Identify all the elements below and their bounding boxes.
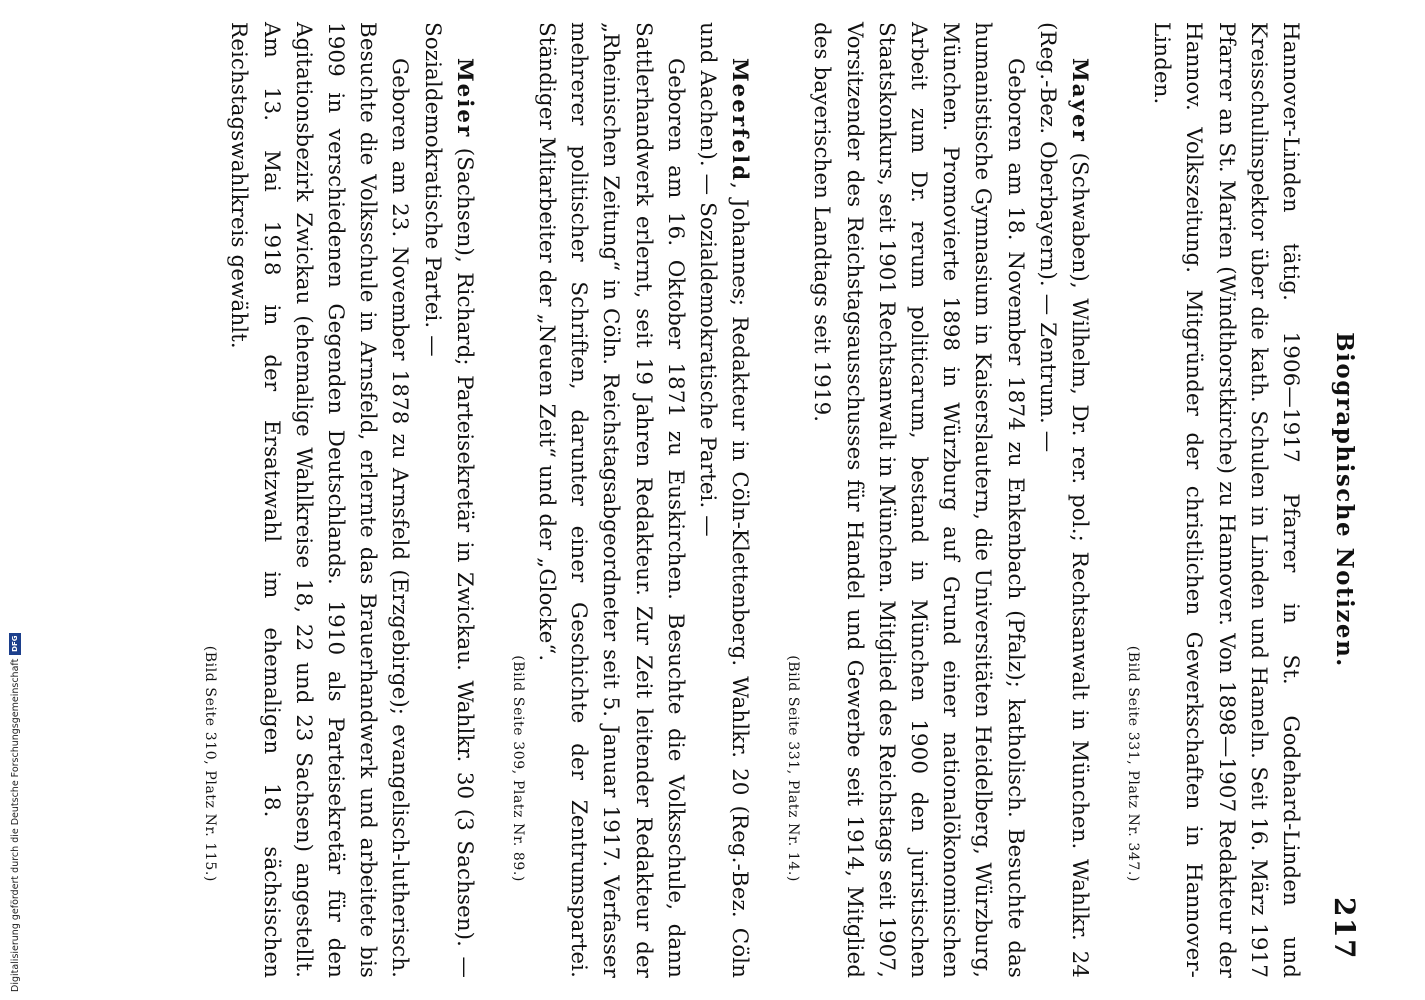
entry-paragraph: Geboren am 18. November 1874 zu Enkenbach (Pfalz); katholisch. Besuchte das humanistische Gymnasium in Kaiserslautern, die Universitäten Heidelberg, Würzburg, München. Promovierte 1898 in Würzburg auf Grund einer nationalökonomischen Arbeit zum Dr. rerum politicarum, bestand in München 1900 den juristischen Staatskonkurs, seit 1901 Rechtsanwalt in München. Mitglied des Reichstags seit 1907, Vorsitzender des Reichstagsausschusses für Handel und Gewerbe seit 1914, Mitglied des bayerischen Landtags seit 1919.	[809, 22, 1028, 978]
entry-meier	[198, 22, 480, 978]
header-title: Biographische Notizen.	[1331, 332, 1358, 668]
entry-paragraph: Hannover-Linden tätig. 1906—1917 Pfarrer in St. Godehard-Linden und Kreisschulinspektor über die kath. Schulen in Linden und Hameln. Seit 16. März 1917 Pfarrer an St. Marien (Windthorstkirche) zu Hannover. Von 1898—1907 Redakteur der Hannov. Volkszeitung. Mitgründer der christlichen Gewerkschaften in Hannover-Linden.	[1149, 22, 1303, 978]
entry-heading	[415, 22, 479, 978]
entry-name: Mayer	[1066, 58, 1092, 143]
photo-reference: (Bild Seite 331, Platz Nr. 347.)	[1124, 645, 1141, 882]
entry-paragraph: Geboren am 23. November 1878 zu Arnsfeld (Erzgebirge); evangelisch-lutherisch. Besuchte die Volksschule in Arnsfeld, erlernte das Brauerhandwerk und arbeitete bis 1909 in verschiedenen Gegenden Deutschlands. 1910 als Parteisekretär für den Agitationsbezirk Zwickau (ehemalige Wahlkreise 18, 22 und 23 Sachsen) angestellt. Am 13. Mai 1918 in der Ersatzwahl im ehemaligen 18. sächsischen Reichstagswahlkreis gewählt.	[226, 22, 413, 978]
digitization-credit	[0, 0, 30, 992]
rotated-page	[92, 22, 1362, 978]
entry-heading-text: (Schwaben), Wilhelm, Dr. rer. pol.; Rechtsanwalt in München. Wahlkr. 24 (Reg.-Bez. Oberbayern). — Zentrum. —	[1034, 22, 1092, 978]
photo-reference: (Bild Seite 331, Platz Nr. 14.)	[785, 655, 802, 882]
photo-reference: (Bild Seite 310, Platz Nr. 115.)	[202, 645, 219, 882]
photo-reference: (Bild Seite 309, Platz Nr. 89.)	[509, 655, 526, 882]
entry-name: Meier	[451, 58, 477, 139]
entry-meerfeld	[506, 22, 755, 978]
entry-heading-text: (Sachsen), Richard; Parteisekretär in Zwickau. Wahlkr. 30 (3 Sachsen). — Sozialdemokratische Partei. —	[419, 22, 477, 978]
entry-paragraph: Geboren am 16. Oktober 1871 zu Euskirchen. Besuchte die Volksschule, dann Sattlerhandwerk erlernt, seit 19 Jahren Redakteur. Zur Zeit leitender Redakteur der „Rheinischen Zeitung“ in Cöln. Reichstagsabgeordneter seit 5. Januar 1917. Verfasser mehrerer politischer Schriften, darunter einer Geschichte der Zentrumspartei. Ständiger Mitarbeiter der „Neuen Zeit“ und der „Glocke“.	[533, 22, 688, 978]
entry-continuation	[1121, 22, 1306, 978]
entry-mayer	[781, 22, 1095, 978]
entry-heading-text: , Johannes; Redakteur in Cöln-Klettenberg. Wahlkr. 20 (Reg.-Bez. Cöln und Aachen). — Sozialdemokratische Partei. —	[694, 22, 753, 978]
entry-heading	[1031, 22, 1095, 978]
entry-heading	[691, 22, 755, 978]
dfg-logo: DFG	[9, 633, 21, 655]
credit-text: Digitalisierung gefördert durch die Deutsche Forschungsgemeinschaft	[9, 658, 21, 992]
entry-name: Meerfeld	[727, 58, 753, 183]
page-header	[1306, 22, 1362, 978]
page-number: 217	[1328, 897, 1361, 960]
